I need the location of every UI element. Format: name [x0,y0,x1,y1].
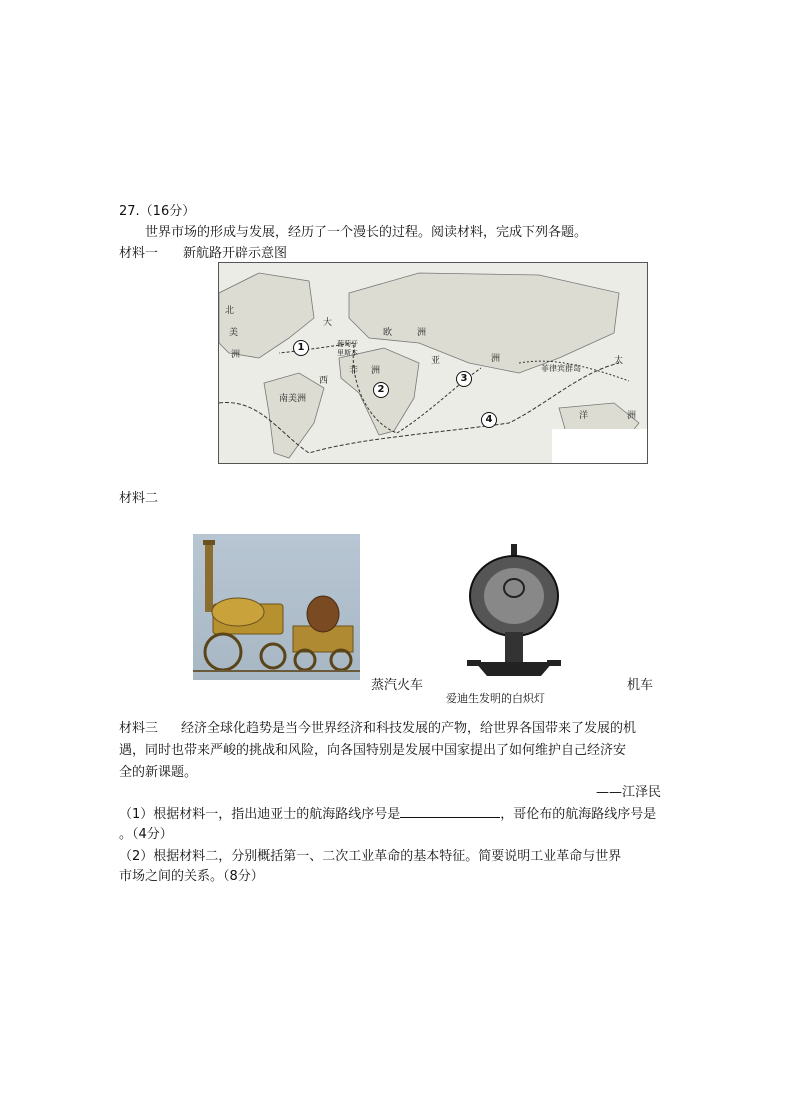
map-label-philippines: 菲律宾群岛 [541,364,581,373]
map-label-big: 大 [323,318,333,328]
material1-label: 材料一 [119,246,159,261]
map-label-portugal: 葡萄牙 [337,340,358,348]
question1-prefix: （1）根据材料一，指出迪亚士的航海路线序号是 [119,807,401,822]
map-label-asia: 亚 [431,356,441,366]
question-number: 27.（16分） [119,204,196,219]
edison-lamp-photo [445,544,585,684]
route-4-marker: 4 [481,412,497,428]
map-label-tai: 太 [614,356,624,366]
question1-line2: 。（4分） [119,827,173,842]
map-label-europe: 欧 [383,328,393,338]
quote-source: ——江泽民 [596,785,662,800]
map-label-south-america: 南美洲 [279,394,307,404]
map-label-zhou1: 洲 [231,350,241,360]
map-label-lisbon: 里斯本 [337,349,358,357]
new-routes-map [218,262,648,464]
steam-train-photo [193,534,360,680]
question2-line2: 市场之间的关系。（8分） [119,869,264,884]
answer-blank[interactable] [400,803,500,818]
map-label-zhou5: 洲 [627,411,637,421]
material3-label: 材料三 [119,721,159,736]
question2-line1: （2）根据材料二，分别概括第一、二次工业革命的基本特征。简要说明工业革命与世界 [119,849,622,864]
question1-line1 [119,803,656,826]
material2-label: 材料二 [119,491,159,506]
material3-line3: 全的新课题。 [119,765,198,780]
map-label-africa: 非 [349,366,359,376]
question1-suffix: ，哥伦布的航海路线序号是 [500,807,657,822]
lightbulb-drawing [445,544,585,684]
material3-line1: 经济全球化趋势是当今世界经济和科技发展的产物，给世界各国带来了发展的机 [181,721,637,736]
material3-line2: 遇，同时也带来严峻的挑战和风险，向各国特别是发展中国家提出了如何维护自己经济安 [119,743,627,758]
map-label-america: 美 [229,328,239,338]
lamp-caption: 爱迪生发明的白炽灯 [446,692,545,705]
route-2-marker: 2 [373,382,389,398]
map-label-ocean: 洋 [579,411,589,421]
map-label-zhou2: 洲 [417,328,427,338]
map-label-north: 北 [225,306,235,316]
route-1-marker: 1 [293,340,309,356]
locomotive-drawing [193,534,360,680]
question-intro: 世界市场的形成与发展，经历了一个漫长的过程。阅读材料，完成下列各题。 [145,225,588,240]
locomotive-label: 机车 [627,678,654,693]
map-label-zhou3: 洲 [491,354,501,364]
map-label-west: 西 [319,376,329,386]
train-caption: 蒸汽火车 [371,678,424,693]
map-label-zhou4: 洲 [371,366,381,376]
material1-title: 新航路开辟示意图 [183,246,288,261]
route-3-marker: 3 [456,371,472,387]
